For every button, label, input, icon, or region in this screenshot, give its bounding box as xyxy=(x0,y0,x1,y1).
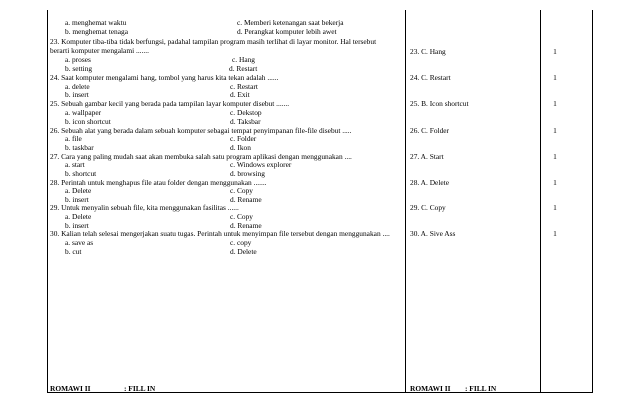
q29-option-c: c. Copy xyxy=(230,212,253,221)
q27-option-d: d. browsing xyxy=(230,169,265,178)
q22-option-d: d. Perangkat komputer lebih awet xyxy=(237,27,337,36)
q24-option-d: d. Exit xyxy=(230,90,250,99)
q29-option-b: b. insert xyxy=(65,221,89,230)
answer-26: 26. C. Folder xyxy=(410,126,450,135)
answer-28: 28. A. Delete xyxy=(410,178,449,187)
q28-text: 28. Perintah untuk menghapus file atau folder dengan menggunakan ....... xyxy=(50,178,267,187)
q24-option-b: b. insert xyxy=(65,90,89,99)
q28-option-c: c. Copy xyxy=(230,186,253,195)
q28-option-a: a. Delete xyxy=(65,186,92,195)
q24-option-c: c. Restart xyxy=(230,82,258,91)
table-divider-middle xyxy=(405,10,406,392)
q30-text: 30. Kalian telah selesai mengerjakan suatu tugas. Perintah untuk menyimpan file tersebut dengan menggunakan .... xyxy=(50,229,390,238)
score-26: 1 xyxy=(553,126,557,135)
q25-option-c: c. Dekstop xyxy=(230,108,262,117)
q30-option-d: d. Delete xyxy=(230,247,257,256)
answer-29: 29. C. Copy xyxy=(410,203,446,212)
score-29: 1 xyxy=(553,203,557,212)
q23-text-line1: 23. Komputer tiba-tiba tidak berfungsi, padahal tampilan program masih terlihat di layar monitor. Hal tersebut xyxy=(50,37,377,46)
q29-option-d: d. Rename xyxy=(230,221,262,230)
score-25: 1 xyxy=(553,99,557,108)
footer-right-romawi: ROMAWI II xyxy=(410,384,451,393)
q30-option-c: c. copy xyxy=(230,238,252,247)
answer-23: 23. C. Hang xyxy=(410,47,446,56)
q22-option-a: a. menghemat waktu xyxy=(65,18,127,27)
q27-option-b: b. shortcut xyxy=(65,169,97,178)
q25-option-b: b. icon shortcut xyxy=(65,117,111,126)
q26-option-d: d. Ikon xyxy=(230,143,251,152)
table-divider-score xyxy=(540,10,541,392)
q23-option-c: c. Hang xyxy=(232,55,255,64)
q26-text: 26. Sebuah alat yang berada dalam sebuah komputer sebagai tempat penyimpanan file-file disebut ..... xyxy=(50,126,352,135)
q27-text: 27. Cara yang paling mudah saat akan membuka salah satu program aplikasi dengan menggunakan .... xyxy=(50,152,352,161)
q27-option-c: c. Windows explorer xyxy=(230,160,292,169)
answer-25: 25. B. Icon shortcut xyxy=(410,99,469,108)
footer-right-fill-in: : FILL IN xyxy=(465,384,497,393)
answer-27: 27. A. Start xyxy=(410,152,444,161)
q26-option-a: a. file xyxy=(65,134,82,143)
q25-option-d: d. Taksbar xyxy=(230,117,261,126)
q30-option-b: b. cut xyxy=(65,247,82,256)
q24-option-a: a. delete xyxy=(65,82,90,91)
q29-option-a: a. Delete xyxy=(65,212,92,221)
q27-option-a: a. start xyxy=(65,160,85,169)
answer-30: 30. A. Sive Ass xyxy=(410,229,456,238)
q26-option-c: c. Folder xyxy=(230,134,257,143)
score-24: 1 xyxy=(553,73,557,82)
table-border-left xyxy=(47,10,48,392)
score-27: 1 xyxy=(553,152,557,161)
answer-24: 24. C. Restart xyxy=(410,73,451,82)
q22-option-b: b. menghemat tenaga xyxy=(65,27,129,36)
q26-option-b: b. taskbar xyxy=(65,143,94,152)
q23-option-a: a. proses xyxy=(65,55,91,64)
q23-text-line2: berarti komputer mengalami ....... xyxy=(50,46,149,55)
table-border-right xyxy=(592,10,593,392)
q30-option-a: a. save as xyxy=(65,238,94,247)
footer-left-romawi: ROMAWI II xyxy=(50,384,91,393)
q28-option-d: d. Rename xyxy=(230,195,262,204)
score-23: 1 xyxy=(553,47,557,56)
score-30: 1 xyxy=(553,229,557,238)
q25-text: 25. Sebuah gambar kecil yang berada pada tampilan layar komputer disebut ....... xyxy=(50,99,290,108)
q25-option-a: a. wallpaper xyxy=(65,108,102,117)
q23-option-b: b. setting xyxy=(65,64,93,73)
q28-option-b: b. insert xyxy=(65,195,89,204)
q23-option-d: d. Restart xyxy=(229,64,258,73)
score-28: 1 xyxy=(553,178,557,187)
footer-left-fill-in: : FILL IN xyxy=(124,384,156,393)
q24-text: 24. Saat komputer mengalami hang, tombol yang harus kita tekan adalah ...... xyxy=(50,73,279,82)
q22-option-c: c. Memberi ketenangan saat bekerja xyxy=(237,18,344,27)
q29-text: 29. Untuk menyalin sebuah file, kita menggunakan fasilitas ...... xyxy=(50,203,239,212)
